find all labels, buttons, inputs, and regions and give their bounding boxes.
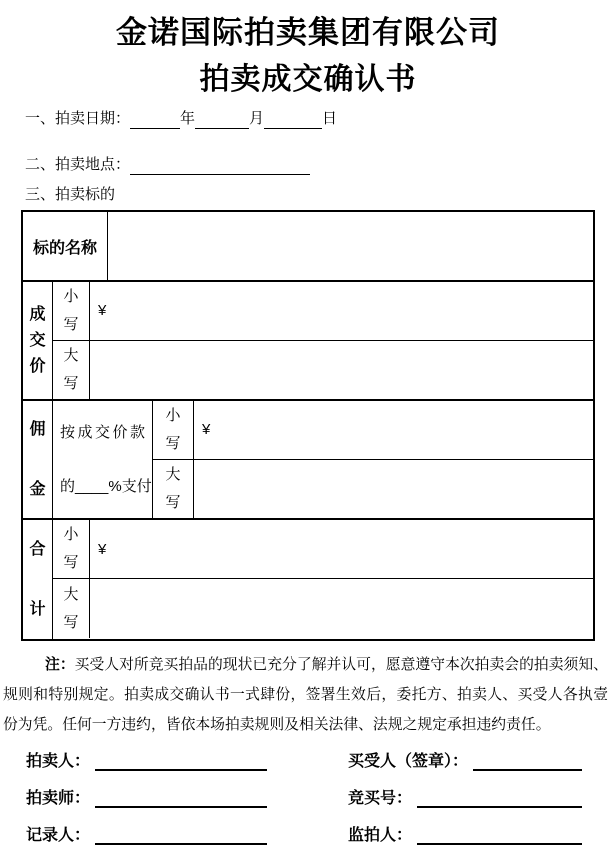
auction-date-line <box>25 109 337 129</box>
commission-note-line1: 按成交价款 <box>60 423 145 441</box>
commission-percent-line[interactable]: 的____%支付 <box>60 477 152 495</box>
auctioneer-party-blank[interactable] <box>95 766 267 771</box>
signature-column-left <box>26 752 267 860</box>
deal-price-large-label-cell <box>53 341 90 400</box>
auction-date-day-blank[interactable] <box>264 112 322 129</box>
small-caps-label: 小写 <box>63 287 79 333</box>
currency-symbol: ¥ <box>98 540 107 558</box>
commission-small-label-cell <box>153 401 194 459</box>
auction-date-month-blank[interactable] <box>195 112 249 129</box>
lot-name-row <box>23 212 593 282</box>
signature-column-right <box>348 752 582 860</box>
total-label: 合计 <box>29 540 46 618</box>
auction-location-line <box>25 155 310 175</box>
currency-symbol: ¥ <box>98 302 107 320</box>
auction-location-blank[interactable] <box>130 158 310 175</box>
deal-price-large-row <box>53 341 593 400</box>
total-label-cell <box>23 520 53 639</box>
auction-master-blank[interactable] <box>95 803 267 808</box>
lot-heading: 三、拍卖标的 <box>25 186 116 203</box>
large-caps-label: 大写 <box>63 346 79 392</box>
deal-price-label: 成交价 <box>29 305 46 375</box>
note-paragraph <box>3 650 608 740</box>
buyer-signature-row <box>348 752 582 771</box>
commission-large-value-cell[interactable] <box>194 460 593 519</box>
day-suffix: 日 <box>322 110 338 127</box>
commission-small-value-cell[interactable] <box>194 401 593 459</box>
year-suffix: 年 <box>180 110 196 127</box>
auction-date-year-blank[interactable] <box>130 112 180 129</box>
deal-price-section <box>23 282 593 401</box>
large-caps-label: 大写 <box>63 585 79 631</box>
document-title: 拍卖成交确认书 <box>199 63 417 96</box>
buyer-signature-blank[interactable] <box>473 766 582 771</box>
auctioneer-party-row <box>26 752 267 771</box>
supervisor-blank[interactable] <box>417 840 582 845</box>
recorder-blank[interactable] <box>95 840 267 845</box>
total-large-row <box>53 579 593 638</box>
recorder-label: 记录人： <box>26 827 91 844</box>
deal-price-large-value-cell[interactable] <box>90 341 593 400</box>
deal-price-small-label-cell <box>53 282 90 340</box>
auction-location-label: 二、拍卖地点： <box>25 156 131 173</box>
commission-note-cell <box>53 401 153 518</box>
auction-date-label: 一、拍卖日期： <box>25 110 131 127</box>
bidder-number-label: 竞买号： <box>348 790 413 807</box>
commission-label-cell <box>23 401 53 518</box>
note-prefix: 注： <box>45 657 75 673</box>
buyer-signature-label: 买受人（签章）： <box>348 753 469 770</box>
note-body: 买受人对所竞买拍品的现状已充分了解并认可，愿意遵守本次拍卖会的拍卖须知、规则和特别规定。拍卖成交确认书一式肆份，签署生效后，委托方、拍卖人、买受人各执壹份为凭。任何一方违约，皆依本场拍卖规则及相关法律、法规之规定承担违约责任。 <box>3 657 608 733</box>
bidder-number-row <box>348 789 582 808</box>
auctioneer-party-label: 拍卖人： <box>26 753 91 770</box>
lot-table <box>21 210 595 641</box>
small-caps-label: 小写 <box>63 526 79 571</box>
auction-master-row <box>26 789 267 808</box>
total-large-value-cell[interactable] <box>90 579 593 638</box>
lot-name-value-cell[interactable] <box>108 212 593 280</box>
deal-price-label-cell <box>23 282 53 399</box>
commission-section <box>23 401 593 520</box>
commission-large-row <box>153 460 593 519</box>
large-caps-label: 大写 <box>165 465 181 511</box>
small-caps-label: 小写 <box>165 406 181 452</box>
deal-price-small-value-cell[interactable] <box>90 282 593 340</box>
commission-label: 佣金 <box>29 420 46 498</box>
supervisor-row <box>348 826 582 845</box>
deal-price-small-row <box>53 282 593 341</box>
commission-large-label-cell <box>153 460 194 519</box>
recorder-row <box>26 826 267 845</box>
total-large-label-cell <box>53 579 90 638</box>
commission-small-row <box>153 401 593 460</box>
lot-name-label: 标的名称 <box>23 212 108 280</box>
month-suffix: 月 <box>249 110 265 127</box>
total-small-value-cell[interactable] <box>90 520 593 578</box>
total-small-row <box>53 520 593 579</box>
total-small-label-cell <box>53 520 90 578</box>
currency-symbol: ¥ <box>202 421 211 439</box>
supervisor-label: 监拍人： <box>348 827 413 844</box>
total-section <box>23 520 593 639</box>
bidder-number-blank[interactable] <box>417 803 582 808</box>
company-title: 金诺国际拍卖集团有限公司 <box>116 15 500 50</box>
auction-master-label: 拍卖师： <box>26 790 91 807</box>
